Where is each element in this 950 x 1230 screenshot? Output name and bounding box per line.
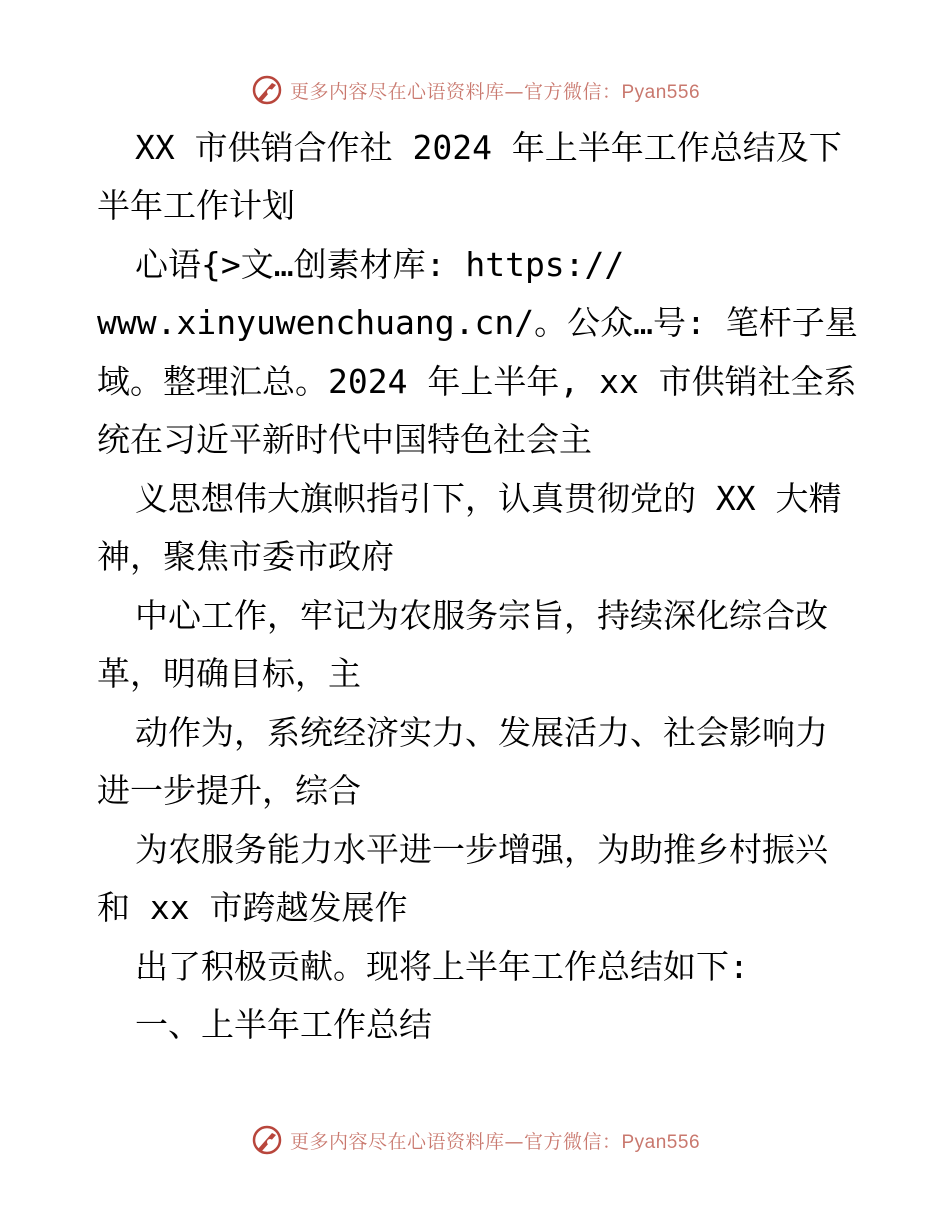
text-line: 义思想伟大旗帜指引下，认真贯彻党的 XX 大精 (135, 479, 842, 518)
watermark-dash: — (504, 1130, 524, 1153)
watermark-wechat-id: Pyan556 (621, 1131, 701, 1153)
text-line: 和 xx 市跨越发展作 (97, 888, 408, 927)
text-line: 心语{>文…创素材库: https:// (135, 245, 625, 284)
text-line: 域。整理汇总。2024 年上半年, xx 市供销社全系 (97, 362, 857, 401)
text-line: 进一步提升，综合 (97, 771, 361, 810)
text-line: 出了积极贡献。现将上半年工作总结如下: (135, 947, 749, 986)
watermark-wechat-id: Pyan556 (621, 81, 701, 103)
text-line: 动作为，系统经济实力、发展活力、社会影响力 (135, 713, 828, 752)
watermark-text (290, 77, 700, 104)
pen-circle-logo-icon (250, 1123, 284, 1157)
text-line: 革，明确目标，主 (97, 654, 361, 693)
watermark-site-text: 更多内容尽在心语资料库 (289, 1130, 505, 1153)
watermark-wechat-label: 官方微信： (523, 1130, 622, 1153)
footer-watermark (0, 1120, 950, 1160)
watermark-dash: — (504, 80, 524, 103)
text-line: 统在习近平新时代中国特色社会主 (97, 420, 592, 459)
text-line: 为农服务能力水平进一步增强，为助推乡村振兴 (135, 830, 828, 869)
title-line-2: 半年工作计划 (97, 186, 295, 225)
text-line: 中心工作，牢记为农服务宗旨，持续深化综合改 (135, 596, 828, 635)
pen-circle-logo-icon (250, 73, 284, 107)
title-line-1: XX 市供销合作社 2024 年上半年工作总结及下 (135, 128, 842, 167)
watermark-site-text: 更多内容尽在心语资料库 (289, 80, 505, 103)
watermark-wechat-label: 官方微信： (523, 80, 622, 103)
text-line: www.xinyuwenchuang.cn/。公众…号: 笔杆子星 (97, 303, 858, 342)
text-line: 神，聚焦市委市政府 (97, 537, 394, 576)
section-heading: 一、上半年工作总结 (135, 1005, 432, 1044)
watermark-text (290, 1127, 700, 1154)
header-watermark (0, 70, 950, 110)
